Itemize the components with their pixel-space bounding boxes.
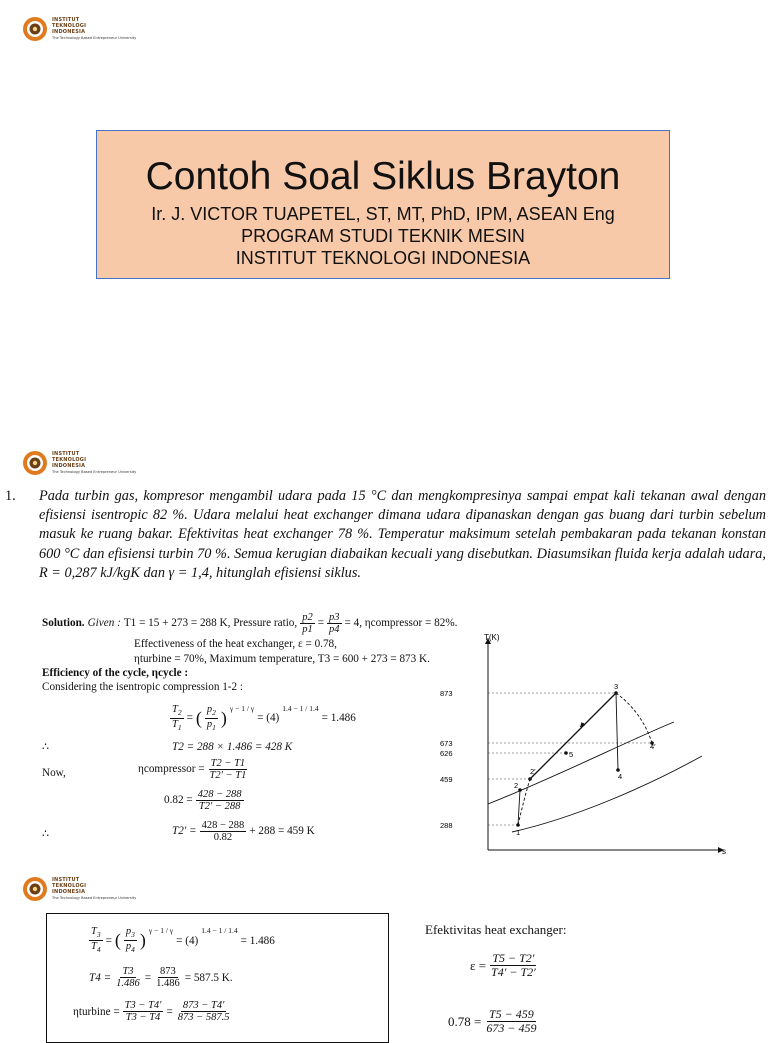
author-name: Ir. J. VICTOR TUAPETEL, ST, MT, PhD, IPM, ASEAN Eng [151,204,615,224]
logo-tagline: The Technology Based Entrepreneur University [52,470,137,474]
given-t1: T1 = 15 + 273 = 288 K, Pressure ratio, [123,617,298,629]
solution-label: Solution. [42,617,85,629]
problem-text: Pada turbin gas, kompresor mengambil udara pada 15 °C dan mengkompresinya sampai empat kali tekanan awal dengan efisiensi isentropic 82 %. Udara melalui heat exchanger dimana udara dipanaskan dengan gas buang dari turbin sebelum masuk ke ruang bakar. Efektivitas heat exchanger 78 %. Temperatur maksimum setelah pembakaran pada tekanan konstan 600 °C dan efisiensi turbin 70 %. Semua kerugian diabaikan kecuali yang disebutkan. Diasumsikan fluida kerja adalah udara, R = 0,287 kJ/kgK dan γ = 1,4, hitunglah efisiensi siklus. [39,488,766,581]
logo-tagline: The Technology Based Entrepreneur University [52,896,137,900]
isentropic-3-4 [616,693,618,770]
slide-title: Contoh Soal Siklus Brayton [145,155,621,198]
logo-line-1: INSTITUT [52,17,80,23]
logo-line-2: TEKNOLOGI [52,23,87,29]
tick-626: 626 [440,749,453,758]
point-4-label: 4 [618,772,623,781]
gear-emblem-icon [22,876,48,902]
therefore-symbol: ∴ [42,741,50,753]
effectiveness-line: Effectiveness of the heat exchanger, ε = 0.78, [134,638,337,650]
given-label: Given : [87,617,121,629]
pressure-ratio-fraction-2: $\frac{p3}{p4}$ [329,612,340,635]
equation-t4: T4 = $\frac{T3}{1.486}$ = $\frac{873}{1.486}$ = 587.5 K. [89,966,233,989]
logo-line-3: INDONESIA [52,463,86,469]
problem-statement [5,487,766,583]
pressure-ratio-value: = 4, ηcompressor = 82%. [344,617,458,629]
point-3-label: 3 [614,682,619,691]
equation-eta-turbine: ηturbine = $\frac{T3 - T4'}{T3 - T4}$ = $\frac{873 - T4'}{873 - 587.5}$ [73,1000,230,1023]
y-axis-label: T(K) [484,633,500,642]
problem-number: 1. [5,488,16,504]
equation-hx-078: 0.78 = $\frac{T5 - 459}{673 - 459}$ [448,1007,537,1035]
x-axis-label: s [722,847,726,856]
equation-t2: T2 = 288 × 1.486 = 428 K [172,741,293,753]
state-points [516,691,654,827]
equation-t3-t4: $\frac{T_3}{T_4}$ = ( $\frac{p_3}{p_4}$ ) γ − 1 / γ = (4) 1.4 − 1 / 1.4 = 1.486 [91,926,275,955]
guide-lines [488,693,652,825]
gear-emblem-icon [22,450,48,476]
equation-082: 0.82 = $\frac{428 - 288}{T2' - 288}$ [164,789,242,812]
point-2-label: 2 [514,781,519,790]
high-pressure-line [488,722,674,804]
gear-emblem-icon [22,16,48,42]
institute-logo [22,450,136,476]
institute-logo [22,16,136,42]
logo-line-2: TEKNOLOGI [52,883,87,889]
solution-block: Solution. Given : T1 = 15 + 273 = 288 K, Pressure ratio, $\frac{p2}{p1}$ = $\frac{p3}{p4}$ = 4, ηcompressor = 82%. Effectiveness of the heat exchanger, ε = 0.78, ηturbine = 70%, Maximum temperature, T3 = 600 + 273 = 873 K. Efficiency of the cycle, ηcycle : Considering the isentropic compression 1-2 : $\frac{T_2}{T_1}$ = ( $\frac{p_2}{p_1}$ ) γ − 1 / γ = (4) 1.4 − 1 / 1.4 = 1.486 ∴ T2 = 288 × 1.486 = 428 K Now, ηcompressor = $\frac{T2 - T1}{T2' - T1}$ 0.82 = $\frac{428 - 288}{T2' - 288}$ ∴ T2′ = $\frac{428 - 288}{0.82}$ + 288 = 459 K [42,612,458,843]
efficiency-heading: Efficiency of the cycle, ηcycle : [42,667,189,679]
actual-1-2prime [518,779,530,825]
low-pressure-line [512,756,702,832]
tick-459: 459 [440,775,453,784]
institute-logo [22,876,136,902]
point-1-label: 1 [516,828,521,837]
eq1-result: = 1.486 [321,712,356,725]
tick-873: 873 [440,689,453,698]
therefore-symbol-2: ∴ [42,828,50,840]
turbine-line: ηturbine = 70%, Maximum temperature, T3 = 600 + 273 = 873 K. [134,653,430,665]
logo-line-2: TEKNOLOGI [52,457,87,463]
pressure-ratio-fraction-1: $\frac{p2}{p1}$ [302,612,313,635]
logo-line-3: INDONESIA [52,889,86,895]
isentropic-line: Considering the isentropic compression 1-2 : [42,681,244,693]
equation-eta-compressor: ηcompressor = $\frac{T2 - T1}{T2' - T1}$ [138,758,247,781]
heating-2prime-3 [530,693,616,779]
program-name: PROGRAM STUDI TEKNIK MESIN [241,226,525,246]
institute-name: INSTITUT TEKNOLOGI INDONESIA [235,248,531,268]
point-4prime-label: 4′ [650,742,656,751]
logo-tagline: The Technology Based Entrepreneur University [52,36,137,40]
equation-t2-t1: $\frac{T_2}{T_1}$ = ( $\frac{p_2}{p_1}$ ) γ − 1 / γ = (4) 1.4 − 1 / 1.4 = 1.486 [172,704,356,733]
logo-line-3: INDONESIA [52,29,86,35]
equation-hx-effectiveness: ε = $\frac{T5 - T2'}{T4' - T2'}$ [470,951,536,979]
hx-title: Efektivitas heat exchanger: [425,922,567,937]
logo-line-1: INSTITUT [52,877,80,883]
title-box [96,130,670,279]
point-2prime-label: 2′ [530,767,536,776]
logo-line-1: INSTITUT [52,451,80,457]
tick-673: 673 [440,739,453,748]
equation-t2-prime: T2′ = $\frac{428 - 288}{0.82}$ + 288 = 459 K [172,820,315,843]
actual-3-4prime [616,693,652,743]
now-label: Now, [42,767,66,779]
tick-288: 288 [440,821,453,830]
ts-diagram [434,628,734,858]
point-5-label: 5 [569,750,574,759]
